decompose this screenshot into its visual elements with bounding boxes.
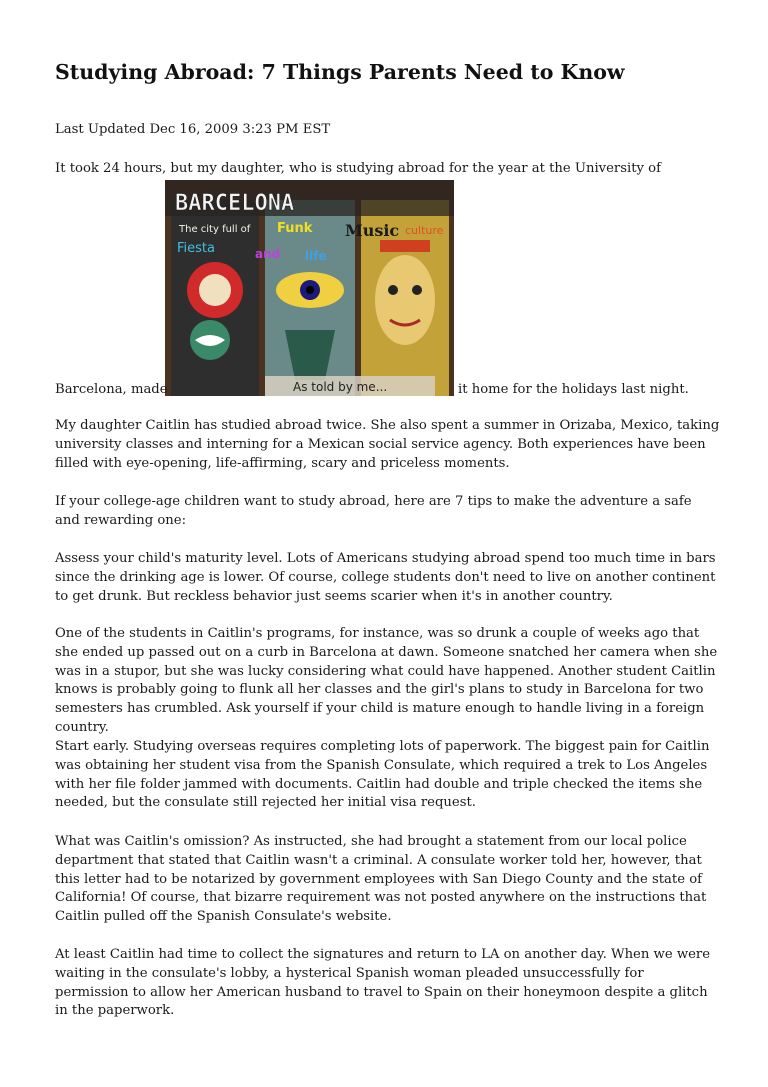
intro-line-2-before: Barcelona, made <box>55 382 168 397</box>
paragraph: One of the students in Caitlin's programs, for instance, was so drunk a couple of weeks ago that she ended up passed out on a curb in Barcelona at dawn. Someone snatched her camera when she was in a stupor, but she was lucky considering what could have happened. Another student Caitlin knows is probably going to flunk all her classes and the girl's plans to study in Barcelona for two semesters has crumbled. Ask yourself if your child is mature enough to handle living in a foreign country. <box>55 626 718 735</box>
intro-line-1: It took 24 hours, but my daughter, who is studying abroad for the year at the University of <box>55 161 661 176</box>
paragraph: Assess your child's maturity level. Lots of Americans studying abroad spend too much time in bars since the drinking age is lower. Of course, college students don't need to live on another continent to get drunk. But reckless behavior just seems scarier when it's in another country. <box>55 551 716 604</box>
svg-text:Fiesta: Fiesta <box>177 241 215 256</box>
svg-text:culture: culture <box>405 224 444 237</box>
svg-text:and: and <box>255 247 281 261</box>
paragraph: Start early. Studying overseas requires completing lots of paperwork. The biggest pain for Caitlin was obtaining her student visa from the Spanish Consulate, which required a trek to Los Angeles with her file folder jammed with documents. Caitlin had double and triple checked the items she needed, but the consulate still rejected her initial visa request. <box>55 739 710 811</box>
svg-text:The city full of: The city full of <box>179 224 251 235</box>
paragraph: If your college-age children want to study abroad, here are 7 tips to make the adventure a safe and rewarding one: <box>55 494 692 528</box>
svg-text:As told by me...: As told by me... <box>293 380 388 394</box>
paragraph: What was Caitlin's omission? As instructed, she had brought a statement from our local police department that stated that Caitlin wasn't a criminal. A consulate worker told her, however, that this letter had to be notarized by government employees with San Diego County and the state of California! Of course, that bizarre requirement was not posted anywhere on the instructions that Caitlin pulled off the Spanish Consulate's website. <box>55 834 707 925</box>
last-updated: Last Updated Dec 16, 2009 3:23 PM EST <box>55 122 331 137</box>
intro-line-2-after: it home for the holidays last night. <box>458 382 689 397</box>
svg-text:Music: Music <box>345 221 400 240</box>
article-title: Studying Abroad: 7 Things Parents Need to Know <box>55 60 625 84</box>
svg-text:Funk: Funk <box>277 221 313 236</box>
barcelona-graffiti-photo <box>165 180 454 396</box>
photo-title: BARCELONA <box>175 191 295 216</box>
paragraph: My daughter Caitlin has studied abroad twice. She also spent a summer in Orizaba, Mexico, taking university classes and interning for a Mexican social service agency. Both experiences have been filled with eye-opening, life-affirming, scary and priceless moments. <box>55 418 720 471</box>
svg-text:life: life <box>305 249 327 263</box>
intro-line-2 <box>55 382 755 402</box>
paragraph: At least Caitlin had time to collect the signatures and return to LA on another day. When we were waiting in the consulate's lobby, a hysterical Spanish woman pleaded unsuccessfully for permission to allow her American husband to travel to Spain on their honeymoon despite a glitch in the paperwork. <box>55 947 711 1019</box>
